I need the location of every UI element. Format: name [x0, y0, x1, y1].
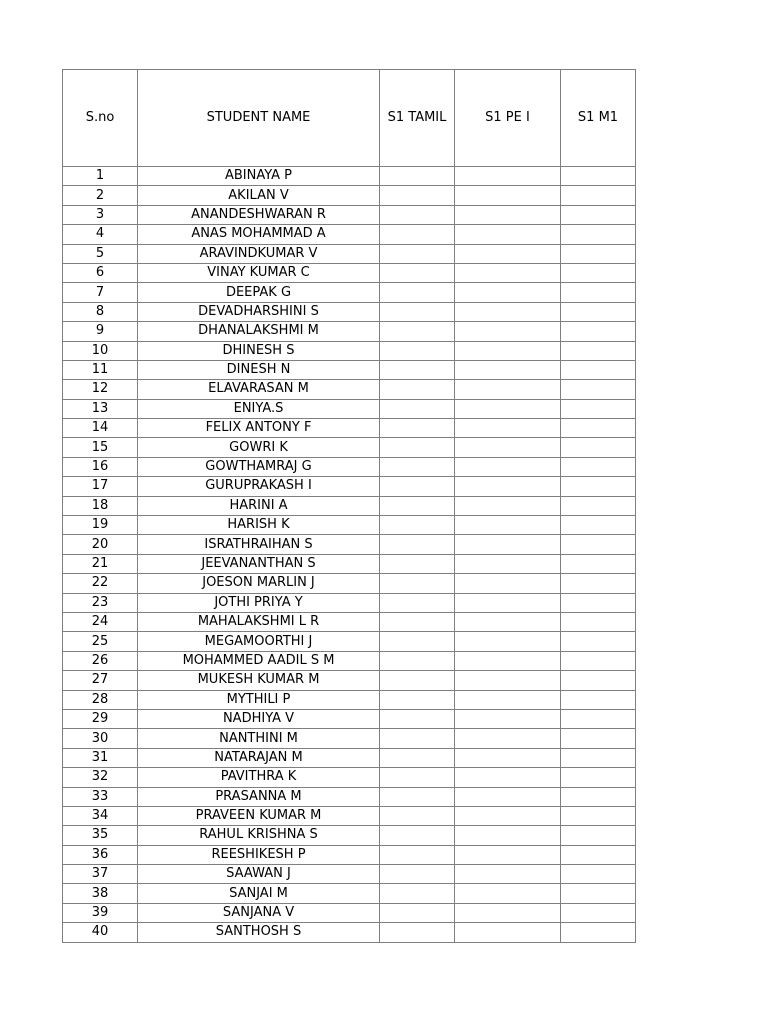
cell-s1-m1[interactable]: [561, 690, 636, 709]
cell-s1-tamil[interactable]: [380, 205, 455, 224]
cell-s1-m1[interactable]: [561, 477, 636, 496]
cell-s1-tamil[interactable]: [380, 438, 455, 457]
cell-student-name: ENIYA.S: [138, 399, 380, 418]
cell-sno: 9: [63, 322, 138, 341]
cell-student-name: ARAVINDKUMAR V: [138, 244, 380, 263]
cell-s1-tamil[interactable]: [380, 923, 455, 942]
cell-sno: 17: [63, 477, 138, 496]
header-s1-m1: S1 M1: [561, 70, 636, 167]
cell-s1-pe-i[interactable]: [455, 341, 561, 360]
cell-s1-pe-i[interactable]: [455, 690, 561, 709]
cell-s1-m1[interactable]: [561, 457, 636, 476]
cell-sno: 40: [63, 923, 138, 942]
cell-s1-tamil[interactable]: [380, 322, 455, 341]
cell-s1-m1[interactable]: [561, 516, 636, 535]
cell-student-name: PRASANNA M: [138, 787, 380, 806]
cell-s1-tamil[interactable]: [380, 554, 455, 573]
cell-s1-pe-i[interactable]: [455, 477, 561, 496]
cell-s1-tamil[interactable]: [380, 535, 455, 554]
cell-s1-tamil[interactable]: [380, 457, 455, 476]
cell-sno: 32: [63, 768, 138, 787]
cell-student-name: DEEPAK G: [138, 283, 380, 302]
cell-s1-tamil[interactable]: [380, 903, 455, 922]
cell-student-name: MAHALAKSHMI L R: [138, 612, 380, 631]
cell-s1-pe-i[interactable]: [455, 729, 561, 748]
cell-s1-tamil[interactable]: [380, 729, 455, 748]
cell-s1-pe-i[interactable]: [455, 457, 561, 476]
table-row: [63, 806, 636, 825]
cell-s1-pe-i[interactable]: [455, 263, 561, 282]
table-row: [63, 884, 636, 903]
cell-sno: 19: [63, 516, 138, 535]
cell-student-name: ANANDESHWARAN R: [138, 205, 380, 224]
table-row: [63, 826, 636, 845]
table-row: [63, 341, 636, 360]
cell-student-name: DEVADHARSHINI S: [138, 302, 380, 321]
cell-s1-tamil[interactable]: [380, 244, 455, 263]
cell-student-name: GURUPRAKASH I: [138, 477, 380, 496]
cell-s1-tamil[interactable]: [380, 651, 455, 670]
cell-sno: 24: [63, 612, 138, 631]
table-row: [63, 690, 636, 709]
table-row: [63, 419, 636, 438]
table-row: [63, 709, 636, 728]
cell-sno: 29: [63, 709, 138, 728]
cell-student-name: MOHAMMED AADIL S M: [138, 651, 380, 670]
cell-s1-tamil[interactable]: [380, 477, 455, 496]
table-row: [63, 554, 636, 573]
cell-student-name: DHINESH S: [138, 341, 380, 360]
cell-student-name: RAHUL KRISHNA S: [138, 826, 380, 845]
cell-s1-m1[interactable]: [561, 806, 636, 825]
cell-student-name: MUKESH KUMAR M: [138, 671, 380, 690]
cell-sno: 34: [63, 806, 138, 825]
header-row: [63, 70, 636, 167]
cell-s1-pe-i[interactable]: [455, 671, 561, 690]
cell-sno: 35: [63, 826, 138, 845]
cell-s1-pe-i[interactable]: [455, 205, 561, 224]
cell-s1-pe-i[interactable]: [455, 709, 561, 728]
cell-student-name: HARISH K: [138, 516, 380, 535]
cell-s1-m1[interactable]: [561, 496, 636, 515]
cell-student-name: MYTHILI P: [138, 690, 380, 709]
cell-student-name: FELIX ANTONY F: [138, 419, 380, 438]
table-row: [63, 283, 636, 302]
cell-s1-m1[interactable]: [561, 748, 636, 767]
cell-student-name: SANJANA V: [138, 903, 380, 922]
cell-s1-tamil[interactable]: [380, 690, 455, 709]
cell-s1-pe-i[interactable]: [455, 283, 561, 302]
cell-s1-tamil[interactable]: [380, 574, 455, 593]
table-row: [63, 903, 636, 922]
cell-s1-tamil[interactable]: [380, 748, 455, 767]
cell-s1-tamil[interactable]: [380, 341, 455, 360]
cell-sno: 26: [63, 651, 138, 670]
cell-sno: 1: [63, 167, 138, 186]
cell-student-name: ANAS MOHAMMAD A: [138, 225, 380, 244]
cell-s1-m1[interactable]: [561, 903, 636, 922]
cell-s1-pe-i[interactable]: [455, 903, 561, 922]
cell-sno: 8: [63, 302, 138, 321]
cell-s1-m1[interactable]: [561, 593, 636, 612]
cell-s1-m1[interactable]: [561, 632, 636, 651]
cell-sno: 12: [63, 380, 138, 399]
cell-s1-m1[interactable]: [561, 263, 636, 282]
cell-s1-tamil[interactable]: [380, 612, 455, 631]
cell-sno: 21: [63, 554, 138, 573]
table-row: [63, 477, 636, 496]
cell-student-name: SANTHOSH S: [138, 923, 380, 942]
cell-sno: 14: [63, 419, 138, 438]
cell-s1-pe-i[interactable]: [455, 322, 561, 341]
table-row: [63, 360, 636, 379]
cell-sno: 27: [63, 671, 138, 690]
cell-s1-tamil[interactable]: [380, 360, 455, 379]
cell-sno: 3: [63, 205, 138, 224]
cell-s1-pe-i[interactable]: [455, 845, 561, 864]
cell-sno: 7: [63, 283, 138, 302]
cell-s1-m1[interactable]: [561, 167, 636, 186]
cell-s1-tamil[interactable]: [380, 709, 455, 728]
cell-s1-tamil[interactable]: [380, 283, 455, 302]
table-row: [63, 205, 636, 224]
table-row: [63, 380, 636, 399]
cell-student-name: NANTHINI M: [138, 729, 380, 748]
table-row: [63, 729, 636, 748]
cell-s1-tamil[interactable]: [380, 826, 455, 845]
table-row: [63, 651, 636, 670]
cell-s1-m1[interactable]: [561, 399, 636, 418]
cell-student-name: NADHIYA V: [138, 709, 380, 728]
table-row: [63, 671, 636, 690]
cell-s1-tamil[interactable]: [380, 593, 455, 612]
cell-s1-m1[interactable]: [561, 574, 636, 593]
cell-sno: 10: [63, 341, 138, 360]
cell-s1-m1[interactable]: [561, 360, 636, 379]
table-row: [63, 496, 636, 515]
cell-s1-pe-i[interactable]: [455, 496, 561, 515]
cell-s1-m1[interactable]: [561, 787, 636, 806]
cell-s1-m1[interactable]: [561, 554, 636, 573]
table-row: [63, 225, 636, 244]
cell-student-name: VINAY KUMAR C: [138, 263, 380, 282]
cell-s1-m1[interactable]: [561, 380, 636, 399]
cell-s1-m1[interactable]: [561, 302, 636, 321]
cell-student-name: ISRATHRAIHAN S: [138, 535, 380, 554]
cell-s1-pe-i[interactable]: [455, 535, 561, 554]
cell-s1-pe-i[interactable]: [455, 865, 561, 884]
table-row: [63, 535, 636, 554]
cell-sno: 6: [63, 263, 138, 282]
cell-s1-pe-i[interactable]: [455, 923, 561, 942]
cell-s1-tamil[interactable]: [380, 865, 455, 884]
cell-student-name: DHANALAKSHMI M: [138, 322, 380, 341]
table-row: [63, 516, 636, 535]
cell-student-name: HARINI A: [138, 496, 380, 515]
cell-s1-m1[interactable]: [561, 865, 636, 884]
cell-sno: 30: [63, 729, 138, 748]
cell-s1-m1[interactable]: [561, 205, 636, 224]
cell-s1-pe-i[interactable]: [455, 787, 561, 806]
cell-student-name: NATARAJAN M: [138, 748, 380, 767]
table-row: [63, 167, 636, 186]
cell-student-name: GOWRI K: [138, 438, 380, 457]
cell-s1-tamil[interactable]: [380, 845, 455, 864]
cell-s1-pe-i[interactable]: [455, 302, 561, 321]
cell-sno: 36: [63, 845, 138, 864]
cell-s1-pe-i[interactable]: [455, 768, 561, 787]
cell-sno: 15: [63, 438, 138, 457]
cell-sno: 28: [63, 690, 138, 709]
table-row: [63, 244, 636, 263]
table-row: [63, 593, 636, 612]
cell-s1-pe-i[interactable]: [455, 574, 561, 593]
cell-s1-tamil[interactable]: [380, 225, 455, 244]
cell-s1-m1[interactable]: [561, 438, 636, 457]
cell-s1-m1[interactable]: [561, 651, 636, 670]
cell-s1-m1[interactable]: [561, 768, 636, 787]
cell-s1-pe-i[interactable]: [455, 244, 561, 263]
table-row: [63, 748, 636, 767]
cell-sno: 22: [63, 574, 138, 593]
header-student-name: STUDENT NAME: [138, 70, 380, 167]
cell-s1-m1[interactable]: [561, 826, 636, 845]
cell-s1-pe-i[interactable]: [455, 612, 561, 631]
cell-s1-m1[interactable]: [561, 341, 636, 360]
cell-s1-pe-i[interactable]: [455, 651, 561, 670]
cell-s1-tamil[interactable]: [380, 671, 455, 690]
table-row: [63, 457, 636, 476]
table-row: [63, 322, 636, 341]
table-row: [63, 263, 636, 282]
cell-sno: 31: [63, 748, 138, 767]
cell-s1-m1[interactable]: [561, 419, 636, 438]
cell-s1-tamil[interactable]: [380, 302, 455, 321]
cell-s1-tamil[interactable]: [380, 380, 455, 399]
cell-sno: 18: [63, 496, 138, 515]
table-row: [63, 612, 636, 631]
cell-s1-pe-i[interactable]: [455, 399, 561, 418]
table-row: [63, 632, 636, 651]
cell-student-name: GOWTHAMRAJ G: [138, 457, 380, 476]
cell-s1-m1[interactable]: [561, 729, 636, 748]
cell-s1-tamil[interactable]: [380, 806, 455, 825]
cell-s1-m1[interactable]: [561, 845, 636, 864]
cell-student-name: PRAVEEN KUMAR M: [138, 806, 380, 825]
cell-s1-m1[interactable]: [561, 709, 636, 728]
cell-s1-pe-i[interactable]: [455, 225, 561, 244]
cell-s1-tamil[interactable]: [380, 263, 455, 282]
table-row: [63, 865, 636, 884]
header-s1-tamil: S1 TAMIL: [380, 70, 455, 167]
cell-s1-m1[interactable]: [561, 322, 636, 341]
cell-s1-m1[interactable]: [561, 186, 636, 205]
table-row: [63, 399, 636, 418]
cell-s1-tamil[interactable]: [380, 516, 455, 535]
cell-s1-m1[interactable]: [561, 244, 636, 263]
cell-student-name: MEGAMOORTHI J: [138, 632, 380, 651]
cell-student-name: AKILAN V: [138, 186, 380, 205]
table-row: [63, 768, 636, 787]
cell-sno: 5: [63, 244, 138, 263]
cell-s1-tamil[interactable]: [380, 632, 455, 651]
cell-student-name: SAAWAN J: [138, 865, 380, 884]
cell-s1-pe-i[interactable]: [455, 516, 561, 535]
cell-s1-pe-i[interactable]: [455, 380, 561, 399]
cell-s1-pe-i[interactable]: [455, 419, 561, 438]
table-row: [63, 302, 636, 321]
cell-s1-pe-i[interactable]: [455, 554, 561, 573]
cell-s1-pe-i[interactable]: [455, 593, 561, 612]
cell-s1-pe-i[interactable]: [455, 748, 561, 767]
cell-s1-pe-i[interactable]: [455, 438, 561, 457]
cell-student-name: PAVITHRA K: [138, 768, 380, 787]
cell-sno: 37: [63, 865, 138, 884]
cell-s1-m1[interactable]: [561, 612, 636, 631]
cell-sno: 23: [63, 593, 138, 612]
cell-student-name: JOTHI PRIYA Y: [138, 593, 380, 612]
cell-student-name: JOESON MARLIN J: [138, 574, 380, 593]
table-row: [63, 787, 636, 806]
cell-sno: 4: [63, 225, 138, 244]
cell-sno: 38: [63, 884, 138, 903]
cell-s1-m1[interactable]: [561, 884, 636, 903]
cell-s1-pe-i[interactable]: [455, 360, 561, 379]
cell-sno: 25: [63, 632, 138, 651]
cell-student-name: JEEVANANTHAN S: [138, 554, 380, 573]
cell-s1-m1[interactable]: [561, 225, 636, 244]
table-body: [63, 167, 636, 943]
table-row: [63, 438, 636, 457]
cell-s1-pe-i[interactable]: [455, 806, 561, 825]
cell-s1-tamil[interactable]: [380, 787, 455, 806]
cell-s1-m1[interactable]: [561, 283, 636, 302]
cell-s1-tamil[interactable]: [380, 496, 455, 515]
header-s1-pe-i: S1 PE I: [455, 70, 561, 167]
cell-s1-pe-i[interactable]: [455, 884, 561, 903]
cell-student-name: SANJAI M: [138, 884, 380, 903]
cell-sno: 33: [63, 787, 138, 806]
table-row: [63, 186, 636, 205]
cell-s1-tamil[interactable]: [380, 768, 455, 787]
table-row: [63, 923, 636, 942]
cell-s1-m1[interactable]: [561, 671, 636, 690]
cell-s1-m1[interactable]: [561, 923, 636, 942]
cell-student-name: ABINAYA P: [138, 167, 380, 186]
cell-student-name: REESHIKESH P: [138, 845, 380, 864]
cell-s1-tamil[interactable]: [380, 186, 455, 205]
cell-s1-tamil[interactable]: [380, 419, 455, 438]
cell-student-name: DINESH N: [138, 360, 380, 379]
cell-s1-m1[interactable]: [561, 535, 636, 554]
cell-s1-tamil[interactable]: [380, 884, 455, 903]
marks-table: [62, 69, 636, 943]
cell-student-name: ELAVARASAN M: [138, 380, 380, 399]
cell-s1-tamil[interactable]: [380, 167, 455, 186]
cell-sno: 13: [63, 399, 138, 418]
cell-s1-pe-i[interactable]: [455, 186, 561, 205]
cell-s1-pe-i[interactable]: [455, 632, 561, 651]
cell-s1-pe-i[interactable]: [455, 826, 561, 845]
table-row: [63, 845, 636, 864]
cell-sno: 11: [63, 360, 138, 379]
cell-sno: 2: [63, 186, 138, 205]
cell-sno: 20: [63, 535, 138, 554]
table-row: [63, 574, 636, 593]
header-sno: S.no: [63, 70, 138, 167]
cell-sno: 39: [63, 903, 138, 922]
cell-s1-tamil[interactable]: [380, 399, 455, 418]
cell-s1-pe-i[interactable]: [455, 167, 561, 186]
cell-sno: 16: [63, 457, 138, 476]
